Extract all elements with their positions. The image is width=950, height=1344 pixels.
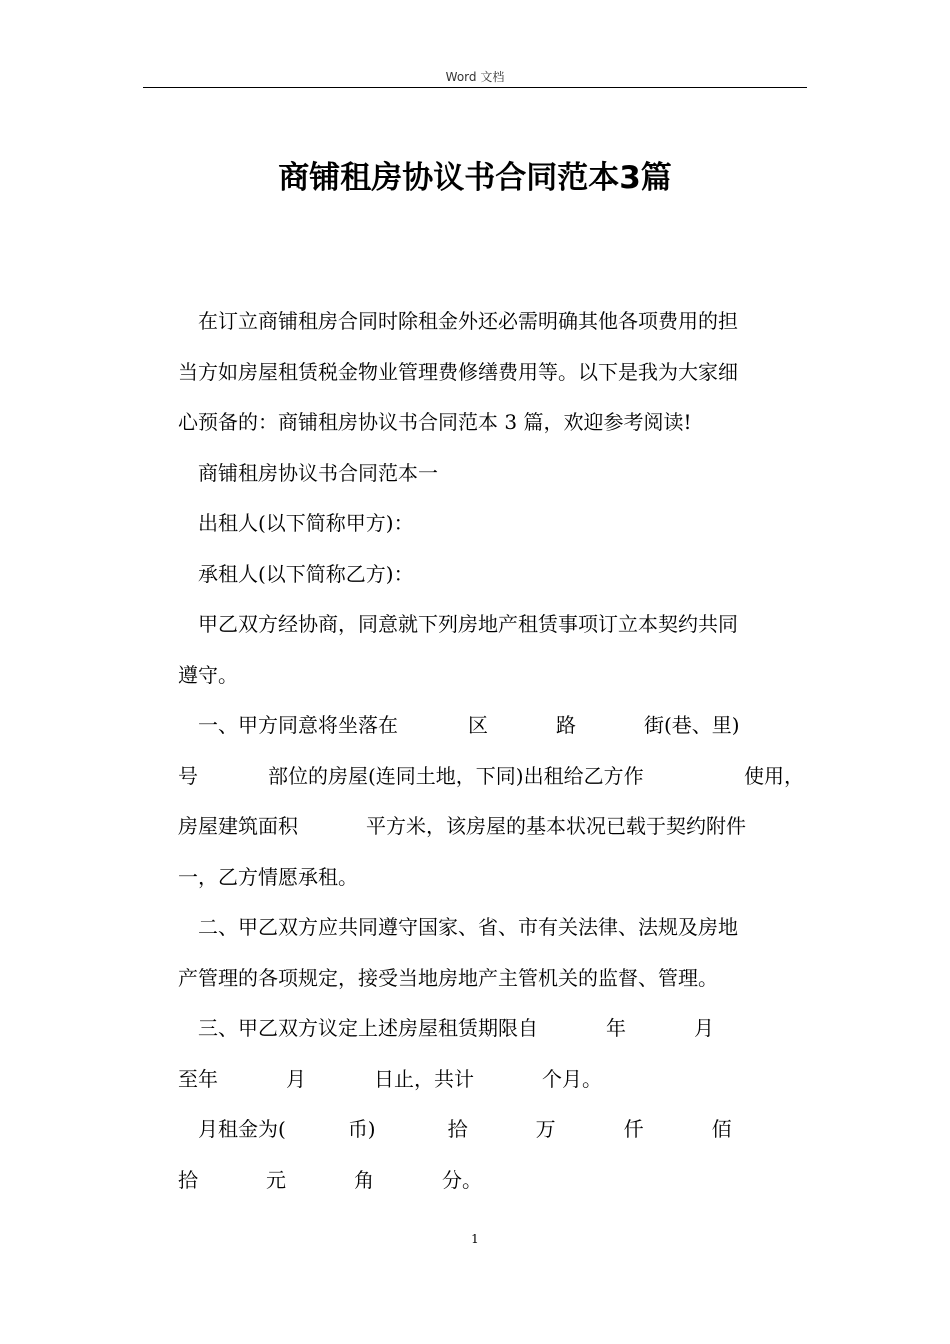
clause-text: 元 [266, 1167, 286, 1192]
clause-text: 佰 [711, 1117, 732, 1141]
clause-text: 拾 [178, 1167, 198, 1192]
clause-text: 个月。 [542, 1066, 602, 1091]
clause-text: 街(巷、里) [644, 713, 740, 737]
clause-text: 路 [556, 713, 576, 737]
intro-line-1: 在订立商铺租房合同时除租金外还必需明确其他各项费用的担 [198, 309, 738, 333]
clause-text: 一、甲方同意将坐落在 [198, 713, 398, 737]
document-title: 商铺租房协议书合同范本3篇 [278, 160, 672, 196]
clause-text: 万 [535, 1117, 556, 1141]
clause-1-line-4: 一，乙方情愿承租。 [178, 864, 358, 889]
page-number: 1 [471, 1232, 479, 1246]
clause-2-line-1: 二、甲乙双方应共同遵守国家、省、市有关法律、法规及房地 [198, 915, 738, 939]
clause-text: 房屋建筑面积 [178, 814, 298, 838]
rent-line-2 [178, 1155, 804, 1206]
page-header: Word 文档 [445, 70, 505, 84]
clause-3-line-2 [178, 1054, 804, 1105]
document-body [178, 296, 804, 1205]
clause-text: 月租金为( [198, 1117, 286, 1141]
rent-line-1 [178, 1104, 804, 1155]
agreement-line-1: 甲乙双方经协商，同意就下列房地产租赁事项订立本契约共同 [198, 612, 738, 636]
clause-text: 部位的房屋(连同土地，下同)出租给乙方作 [268, 763, 644, 788]
clause-text: 年 [606, 1016, 626, 1040]
clause-1-line-3 [178, 801, 804, 852]
clause-text: 分。 [442, 1167, 482, 1192]
intro-line-2: 当方如房屋租赁税金物业管理费修缮费用等。以下是我为大家细 [178, 359, 738, 384]
clause-2-line-2: 产管理的各项规定，接受当地房地产主管机关的监督、管理。 [178, 965, 718, 990]
clause-3-line-1 [178, 1003, 804, 1054]
clause-1-line-2 [178, 751, 804, 802]
clause-text: 使用， [744, 763, 804, 788]
clause-text: 日止，共计 [374, 1066, 474, 1091]
clause-1-line-1 [178, 700, 804, 751]
clause-text: 月 [286, 1066, 306, 1091]
clause-text: 至年 [178, 1066, 218, 1091]
clause-text: 三、甲乙双方议定上述房屋租赁期限自 [198, 1016, 538, 1040]
lessee-line: 承租人(以下简称乙方)： [198, 561, 414, 586]
clause-text: 号 [178, 763, 198, 788]
section-title: 商铺租房协议书合同范本一 [198, 460, 438, 485]
agreement-line-2: 遵守。 [178, 662, 238, 687]
clause-text: 拾 [447, 1117, 468, 1141]
header-divider [143, 87, 807, 88]
clause-text: 区 [468, 713, 488, 737]
intro-line-3: 心预备的：商铺租房协议书合同范本 3 篇，欢迎参考阅读! [178, 410, 692, 434]
lessor-line: 出租人(以下简称甲方)： [198, 511, 414, 535]
clause-text: 平方米，该房屋的基本状况已载于契约附件 [366, 814, 746, 838]
clause-text: 月 [694, 1016, 714, 1040]
clause-text: 币) [347, 1117, 376, 1141]
clause-text: 仟 [623, 1117, 644, 1141]
clause-text: 角 [354, 1167, 374, 1192]
